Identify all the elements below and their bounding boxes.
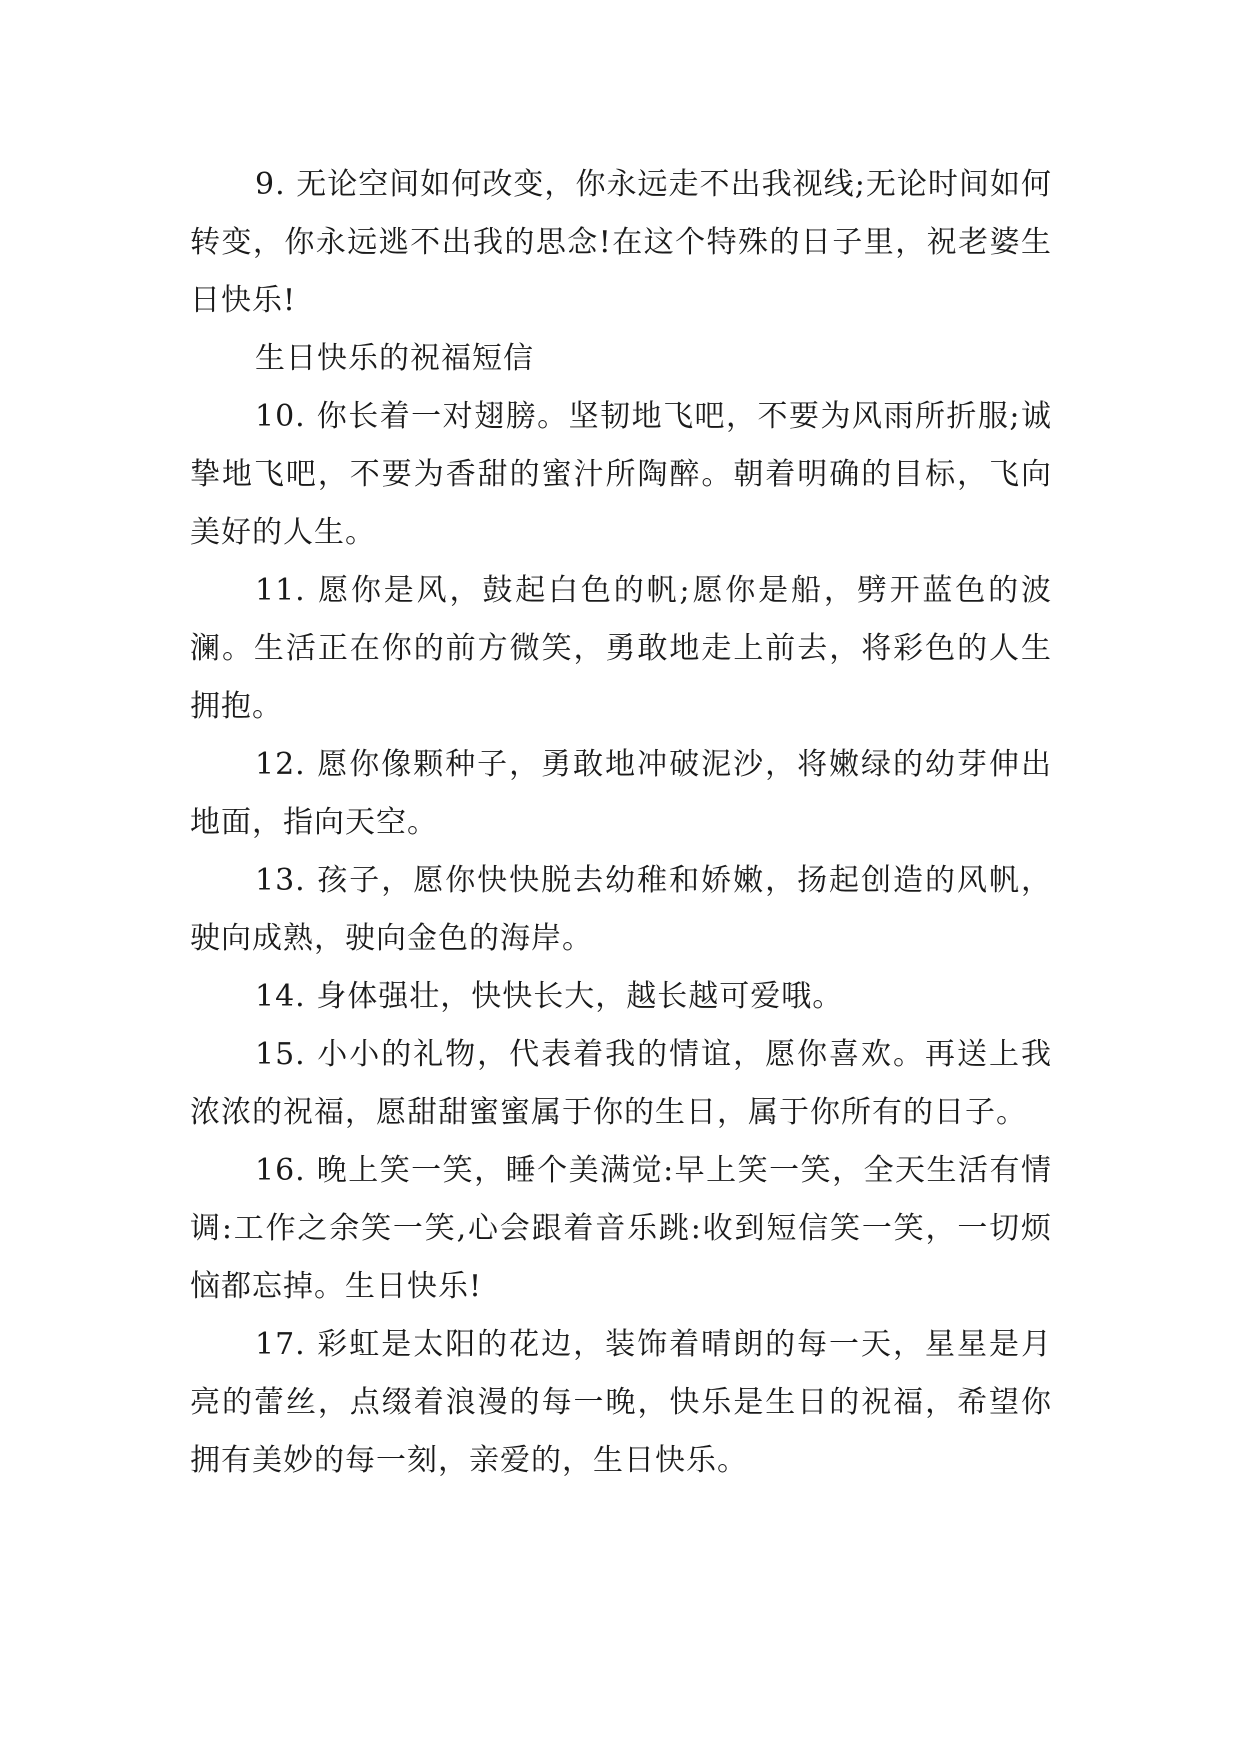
paragraph-14: 14. 身体强壮，快快长大，越长越可爱哦。 — [255, 979, 844, 1014]
paragraph-10: 10. 你长着一对翅膀。坚韧地飞吧，不要为风雨所折服;诚挚地飞吧，不要为香甜的蜜汁所陶醉。朝着明确的目标，飞向美好的人生。 — [190, 399, 1052, 550]
paragraph-15: 15. 小小的礼物，代表着我的情谊，愿你喜欢。再送上我浓浓的祝福，愿甜甜蜜蜜属于你的生日，属于你所有的日子。 — [190, 1037, 1052, 1130]
paragraph-11: 11. 愿你是风，鼓起白色的帆;愿你是船，劈开蓝色的波澜。生活正在你的前方微笑，勇敢地走上前去，将彩色的人生拥抱。 — [190, 573, 1052, 724]
paragraph-13: 13. 孩子，愿你快快脱去幼稚和娇嫩，扬起创造的风帆，驶向成熟，驶向金色的海岸。 — [190, 863, 1052, 956]
paragraph-9: 9. 无论空间如何改变，你永远走不出我视线;无论时间如何转变，你永远逃不出我的思念!在这个特殊的日子里，祝老婆生日快乐! — [190, 167, 1052, 318]
document-body — [190, 156, 1052, 1490]
paragraph-12: 12. 愿你像颗种子，勇敢地冲破泥沙，将嫩绿的幼芽伸出地面，指向天空。 — [190, 747, 1052, 840]
section-heading: 生日快乐的祝福短信 — [255, 341, 534, 376]
paragraph-17: 17. 彩虹是太阳的花边，装饰着晴朗的每一天，星星是月亮的蕾丝，点缀着浪漫的每一晚，快乐是生日的祝福，希望你拥有美妙的每一刻，亲爱的，生日快乐。 — [190, 1327, 1052, 1478]
paragraph-16: 16. 晚上笑一笑，睡个美满觉:早上笑一笑，全天生活有情调:工作之余笑一笑,心会跟着音乐跳:收到短信笑一笑，一切烦恼都忘掉。生日快乐! — [190, 1153, 1052, 1304]
